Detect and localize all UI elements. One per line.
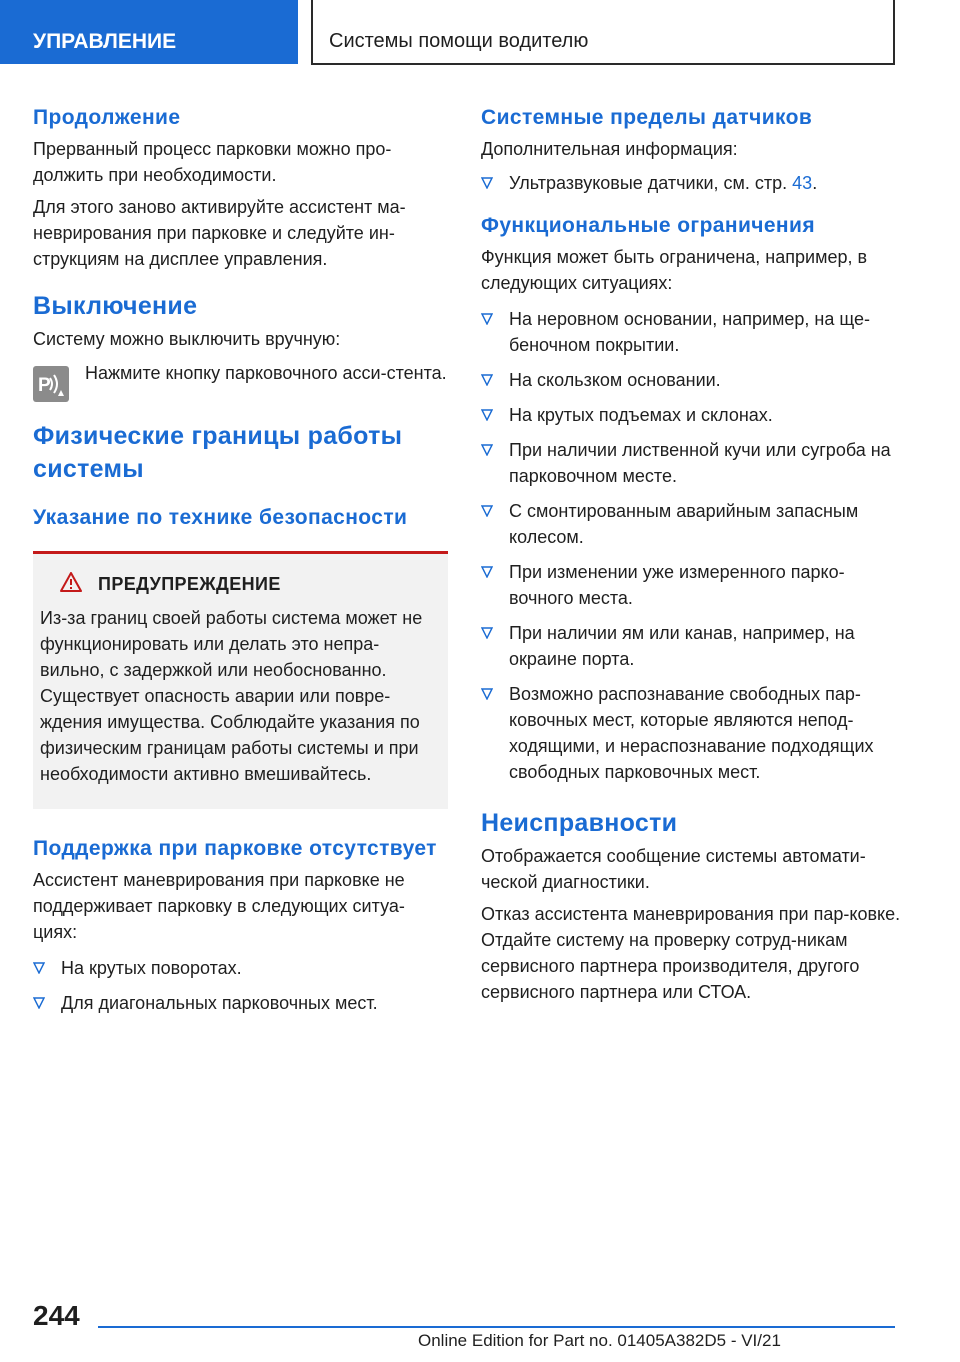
header-underline [311, 63, 895, 65]
list-item: При наличии ям или канав, например, на окраине порта. [481, 620, 901, 672]
list-item: На неровном основании, например, на ще-беночном покрытии. [481, 306, 901, 358]
header-divider [311, 0, 313, 64]
triangle-bullet-icon [33, 955, 61, 981]
list-item: При наличии лиственной кучи или сугроба на парковочном месте. [481, 437, 901, 489]
list-item: Ультразвуковые датчики, см. стр. 43. [481, 170, 901, 196]
right-column [481, 100, 901, 1011]
warning-triangle-icon [60, 572, 82, 597]
section-label: УПРАВЛЕНИЕ [33, 30, 177, 53]
faults-paragraph-1: Отображается сообщение системы автомати-ческой диагностики. [481, 846, 866, 892]
support-absent-paragraph: Ассистент маневрирования при парковке не поддерживает парковку в следующих ситуа-циях: [33, 870, 405, 942]
warning-header [60, 572, 436, 597]
faults-heading: Неисправности [481, 809, 678, 837]
faults-paragraph-2: Отказ ассистента маневрирования при пар-ковке. Отдайте систему на проверку сотруд-никам сервисного партнера производителя, другого сервисного партнера или СТОА. [481, 904, 901, 1002]
triangle-bullet-icon [481, 620, 509, 672]
list-item: На крутых подъемах и склонах. [481, 402, 901, 428]
triangle-bullet-icon [481, 402, 509, 428]
functional-limits-paragraph: Функция может быть ограничена, например, в следующих ситуациях: [481, 247, 868, 293]
switch-off-paragraph: Систему можно выключить вручную: [33, 329, 341, 349]
warning-box [33, 551, 448, 809]
park-assist-instruction [33, 360, 448, 402]
continue-paragraph-2: Для этого заново активируйте ассистент ма-неврирования при парковке и следуйте ин-струкциям на дисплее управления. [33, 197, 406, 269]
section-tab[interactable] [0, 0, 298, 64]
list-item: Возможно распознавание свободных пар-ковочных мест, которые являются непод-ходящими, и нераспознавание подходящих свободных парковочных мест. [481, 681, 901, 785]
footer-rule [98, 1326, 895, 1328]
list-item: На скользком основании. [481, 367, 901, 393]
triangle-bullet-icon [481, 498, 509, 550]
list-item: Для диагональных парковочных мест. [33, 990, 448, 1016]
triangle-bullet-icon [481, 306, 509, 358]
sensor-limits-heading: Системные пределы датчиков [481, 106, 813, 129]
switch-off-heading: Выключение [33, 292, 198, 320]
continue-paragraph-1: Прерванный процесс парковки можно про-должить при необходимости. [33, 139, 392, 185]
triangle-bullet-icon [481, 170, 509, 196]
left-column [33, 100, 448, 1025]
page-number: 244 [33, 1300, 80, 1331]
svg-text:P: P [38, 375, 51, 396]
sensor-limits-paragraph: Дополнительная информация: [481, 139, 738, 159]
list-item: При изменении уже измеренного парко-вочного места. [481, 559, 901, 611]
page-reference-link[interactable]: 43 [792, 173, 813, 193]
triangle-bullet-icon [481, 367, 509, 393]
safety-heading: Указание по технике безопасности [33, 506, 408, 529]
system-limits-heading: Физические границы работы системы [33, 422, 403, 483]
list-item: На крутых поворотах. [33, 955, 448, 981]
triangle-bullet-icon [481, 681, 509, 785]
support-absent-heading: Поддержка при парковке отсутствует [33, 837, 437, 860]
chapter-title: Системы помощи водителю [329, 30, 589, 52]
park-assist-button-icon [33, 366, 69, 402]
edition-note: Online Edition for Part no. 01405A382D5 - VI/21 [418, 1331, 781, 1350]
warning-text: Из-за границ своей работы система может не функционировать или делать это непра-вильно, с задержкой или необоснованно. Существует опасность аварии или повре-ждения имущества. Соблюдайте указания по физическим границам работы системы и при необходимости активно вмешивайтесь. [40, 608, 423, 784]
park-assist-instruction-text: Нажмите кнопку парковочного асси-стента. [85, 363, 447, 383]
warning-label: ПРЕДУПРЕЖДЕНИЕ [98, 574, 281, 594]
continue-heading: Продолжение [33, 106, 181, 129]
header-divider-right [893, 0, 895, 64]
sensor-reference-text: Ультразвуковые датчики, см. стр. [509, 173, 788, 193]
list-item: С смонтированным аварийным запасным колесом. [481, 498, 901, 550]
triangle-bullet-icon [481, 437, 509, 489]
triangle-bullet-icon [33, 990, 61, 1016]
triangle-bullet-icon [481, 559, 509, 611]
functional-limits-heading: Функциональные ограничения [481, 214, 815, 237]
functional-limits-list [481, 306, 901, 785]
